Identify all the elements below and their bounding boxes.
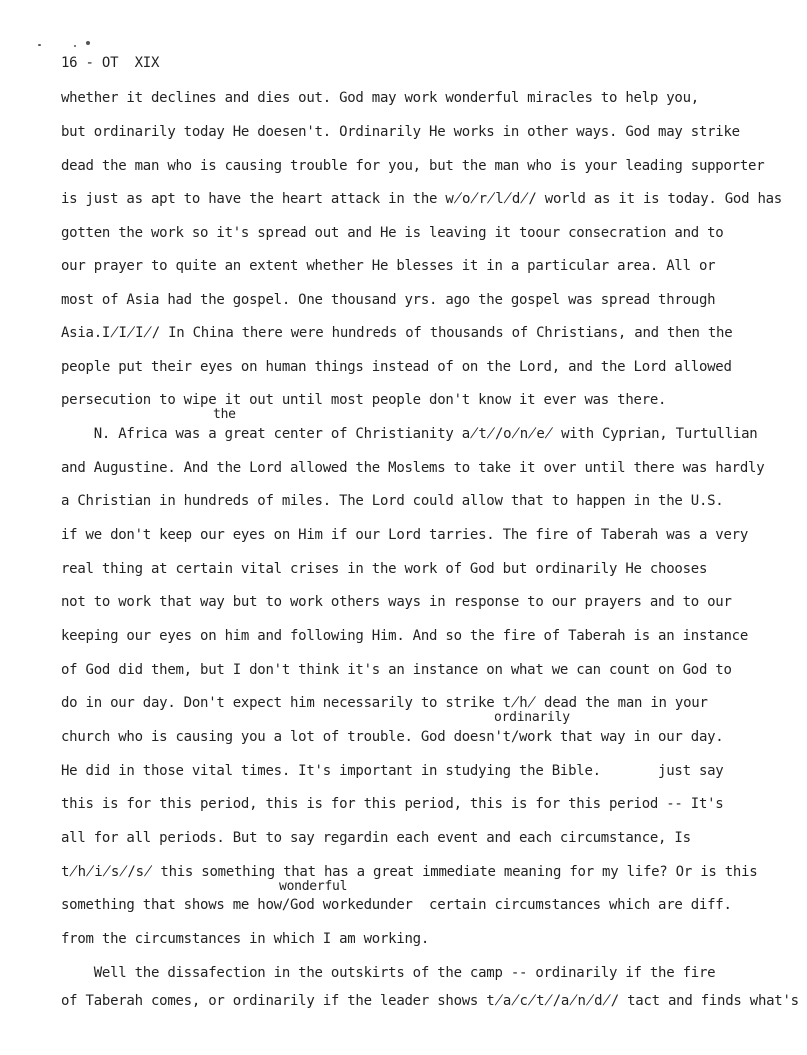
text-line: most of Asia had the gospel. One thousand yrs. ago the gospel was spread through xyxy=(61,292,716,308)
text-line: all for all periods. But to say regardin each event and each circumstance, Is xyxy=(61,830,691,846)
text-line: of Taberah comes, or ordinarily if the leader shows t̸a̸c̸t̸/a̸n̸d̸/ tact and finds what's xyxy=(61,993,799,1009)
text-line: if we don't keep our eyes on Him if our Lord tarries. The fire of Taberah was a very xyxy=(61,527,749,543)
text-line: Asia.I̸I̸I̸/ In China there were hundreds of thousands of Christians, and then the xyxy=(61,325,733,341)
text-line: and Augustine. And the Lord allowed the Moslems to take it over until there was hardly xyxy=(61,460,765,476)
text-line: persecution to wipe it out until most people don't know it ever was there. xyxy=(61,392,667,408)
text-line: but ordinarily today He doesen't. Ordinarily He works in other ways. God may strike xyxy=(61,124,740,140)
text-line: real thing at certain vital crises in the work of God but ordinarily He chooses xyxy=(61,561,708,577)
text-line: is just as apt to have the heart attack in the w̸o̸r̸l̸d̸/ world as it is today. God has xyxy=(61,191,782,207)
text-line: not to work that way but to work others ways in response to our prayers and to our xyxy=(61,594,732,610)
handwritten-insertion: the xyxy=(213,407,236,422)
text-line: from the circumstances in which I am working. xyxy=(61,931,430,947)
text-line: a Christian in hundreds of miles. The Lord could allow that to happen in the U.S. xyxy=(61,493,724,509)
text-line: something that shows me how/God workedunder certain circumstances which are diff. xyxy=(61,897,732,913)
handwritten-insertion: wonderful xyxy=(279,879,348,894)
text-line: Well the dissafection in the outskirts of the camp -- ordinarily if the fire xyxy=(61,965,716,981)
text-line: people put their eyes on human things instead of on the Lord, and the Lord allowed xyxy=(61,359,732,375)
text-line: keeping our eyes on him and following Him. And so the fire of Taberah is an instance xyxy=(61,628,749,644)
text-line: t̸h̸i̸s̸/s̸ this something that has a great immediate meaning for my life? Or is this xyxy=(61,864,758,880)
scan-specks xyxy=(36,38,96,52)
text-line: whether it declines and dies out. God may work wonderful miracles to help you, xyxy=(61,90,699,106)
text-line: N. Africa was a great center of Christianity a̸t̸/o̸n̸e̸ with Cyprian, Turtullian xyxy=(61,426,758,442)
handwritten-insertion: ordinarily xyxy=(494,710,570,725)
text-line: do in our day. Don't expect him necessarily to strike t̸h̸ dead the man in your xyxy=(61,695,708,711)
text-line: dead the man who is causing trouble for you, but the man who is your leading supporter xyxy=(61,158,765,174)
text-line: our prayer to quite an extent whether He blesses it in a particular area. All or xyxy=(61,258,716,274)
text-line: of God did them, but I don't think it's an instance on what we can count on God to xyxy=(61,662,732,678)
text-line: gotten the work so it's spread out and He is leaving it toour consecration and to xyxy=(61,225,724,241)
text-line: this is for this period, this is for this period, this is for this period -- It's xyxy=(61,796,724,812)
text-line: church who is causing you a lot of trouble. God doesn't/work that way in our day. xyxy=(61,729,724,745)
text-line: He did in those vital times. It's important in studying the Bible. just say xyxy=(61,763,724,779)
page-header: 16 - OT XIX xyxy=(61,55,160,71)
